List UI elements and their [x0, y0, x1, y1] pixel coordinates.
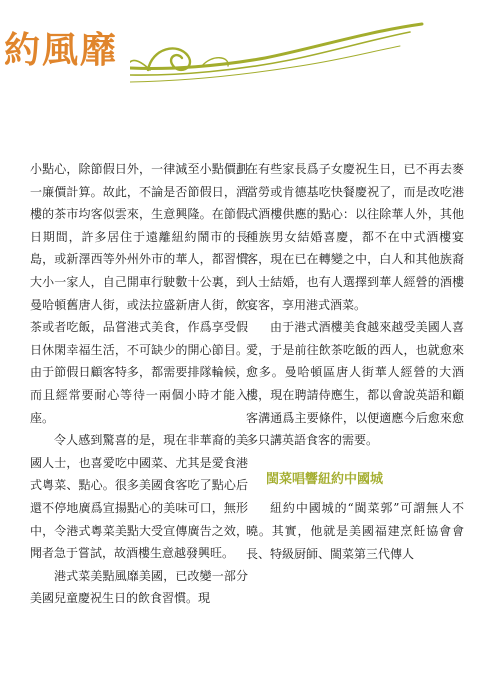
decorative-swirl-icon	[130, 18, 430, 98]
paragraph: 令人感到驚喜的是，現在非華裔的美國人士，也喜愛吃中國菜、尤其是愛食港式粵菜、點心。很多美國食客吃了點心后還不停地廣爲宣揚點心的美味可口，無形中，令港式粵菜美點大受宣傳廣告之效，聞者急于嘗試，故酒樓生意越發興旺。	[30, 433, 248, 561]
paragraph: 由于港式酒樓美食越來越受美國人喜愛，于是前往飲茶吃飯的西人，也就愈來愈多。曼哈頓區唐人街華人經營的大酒樓，現在聘請侍應生，都以會說英語和顧客溝通爲主要條件，以便適應今后愈來愈多只講英語食客的需要。	[246, 320, 464, 448]
paragraph: 紐約中國城的“閩菜郭”可謂無人不曉。其實，他就是美國福建烹飪協會會長、特級厨師、閩菜第三代傳人	[246, 501, 464, 561]
page-title: 約風靡	[4, 29, 119, 71]
section-subheading: 閩菜唱響紐約中國城	[266, 471, 384, 487]
paragraph: 在有些家長爲子女慶祝生日，已不再去麥當勞或肯德基吃快餐慶祝了，而是改吃港式酒樓供應的點心：以往除華人外，其他種族男女結婚喜慶，都不在中式酒樓宴客，現在已在轉變之中，白人和其他族裔人士結婚，也有人選擇到華人經營的酒樓宴客，享用港式酒菜。	[246, 162, 464, 312]
paragraph: 小點心，除節假日外，一律減至小點價劃一廉價計算。故此，不論是否節假日，酒樓的茶市均客似雲來，生意興隆。在節假日期間，許多居住于遠離紐約鬧市的長島，或新澤西等外州外市的華人，都習慣大小一家人，自己開車行駛數十公裏，到曼哈頓舊唐人街，或法拉盛新唐人街，飲茶或者吃飯，品嘗港式美食，作爲享受假日休閑幸福生活，不可缺少的開心節目。由于節假日顧客特多，都需要排隊輪候，而且經常要耐心等待一兩個小時才能入座。	[30, 162, 248, 425]
left-column	[30, 158, 248, 610]
paragraph: 港式菜美點風靡美國，已改變一部分美國兒童慶祝生日的飲食習慣。現	[30, 568, 248, 606]
right-column	[246, 158, 464, 565]
